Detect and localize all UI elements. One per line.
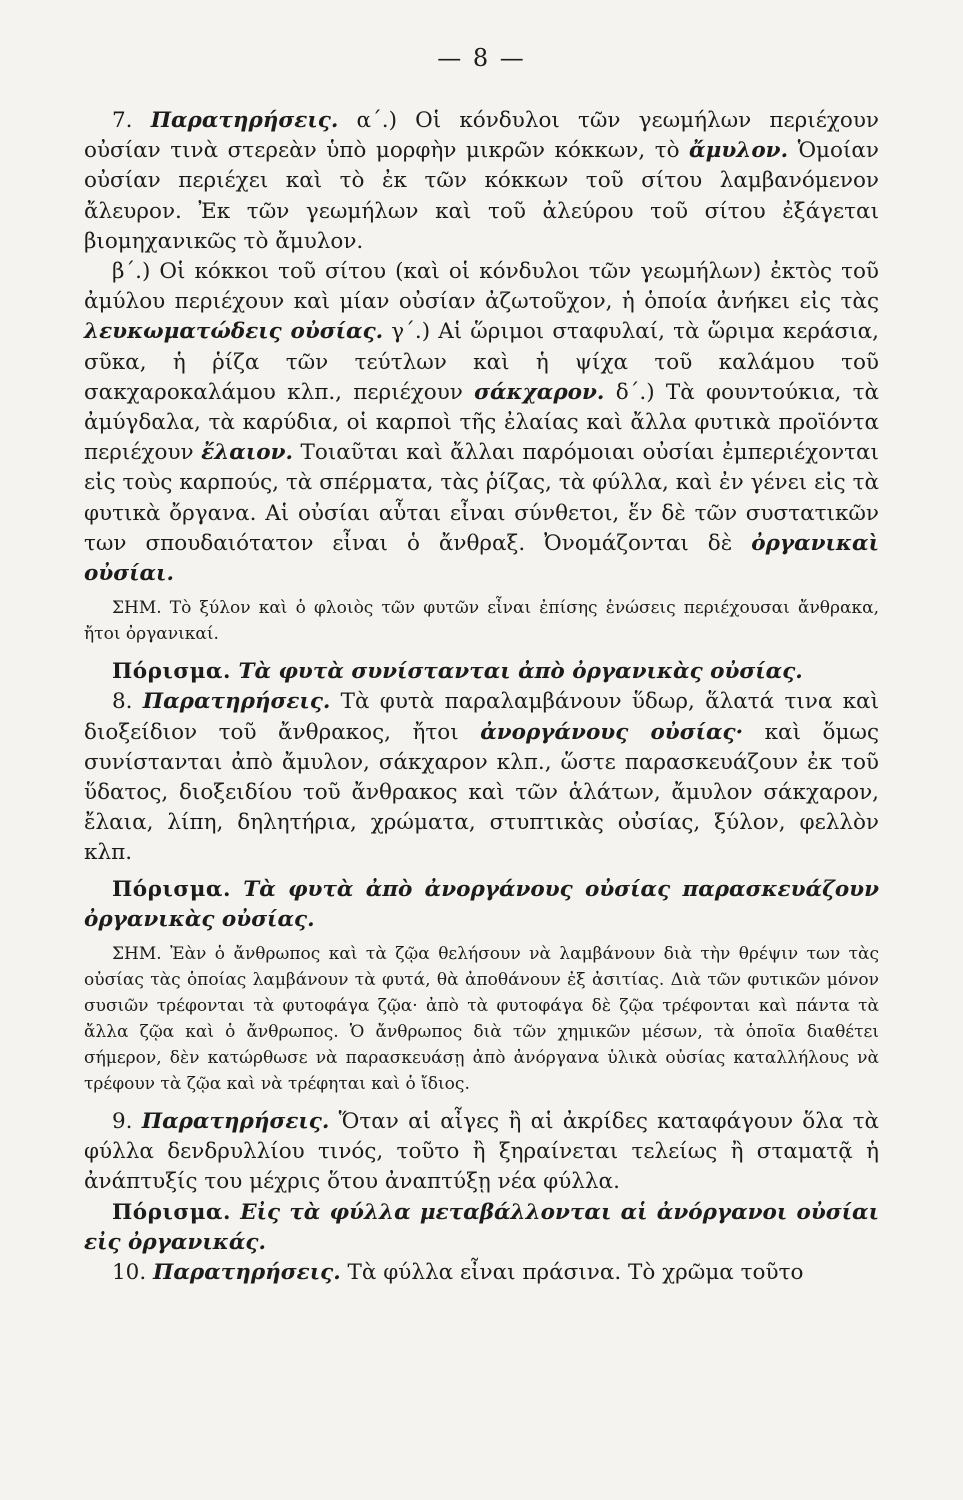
porisma-1	[84, 657, 879, 687]
section-7-paragraph-b	[84, 257, 879, 589]
section-7-text-g: γ΄.) Αἱ ὥριμοι σταφυλαί, τὰ ὥριμα κεράσια, σῦκα, ἡ ῥίζα τῶν τεύτλων καὶ ἡ ψίχα τοῦ καλάμου τοῦ σακχαροκαλάμου κλπ., περιέχουν	[84, 319, 879, 405]
section-7-text-a: α΄.) Οἱ κόνδυλοι τῶν γεωμήλων περιέχουν οὐσίαν τινὰ στερεὰν ὑπὸ μορφὴν μικρῶν κόκκων, τὸ	[84, 108, 879, 164]
section-9-number: 9.	[112, 1109, 133, 1135]
term-amylon: ἄμυλον.	[689, 138, 789, 164]
section-7-number: 7.	[112, 108, 133, 133]
section-9-text: Ὅταν αἱ αἶγες ἢ αἱ ἀκρίδες καταφάγουν ὅλα τὰ φύλλα δενδρυλλίου τινός, τοῦτο ἢ ξηραίνεται τελείως ἢ σταματᾷ ἡ ἀνάπτυξίς του μέχρις ὅτου ἀναπτύξῃ νέα φύλλα.	[84, 1109, 879, 1195]
section-7-text-e: Τοιαῦται καὶ ἄλλαι παρόμοιαι οὐσίαι ἐμπεριέχονται εἰς τοὺς καρπούς, τὰ σπέρματα, τὰς ῥίζας, τὰ φύλλα, καὶ ἐν γένει εἰς τὰ φυτικὰ ὄργανα. Αἱ οὐσίαι αὗται εἶναι σύνθετοι, ἕν δὲ τῶν συστατικῶν των σπουδαιότατον εἶναι ὁ ἄνθραξ. Ὀνομάζονται δὲ	[84, 440, 879, 556]
porisma-3	[84, 1198, 879, 1258]
term-anorganous-ousias: ἀνοργάνους οὐσίας·	[480, 719, 744, 745]
porisma-2	[84, 875, 879, 935]
term-elaion: ἔλαιον.	[201, 440, 293, 466]
porisma-3-text: Εἰς τὰ φύλλα μεταβάλλονται αἱ ἀνόργανοι οὐσίαι εἰς ὀργανικάς.	[84, 1199, 879, 1255]
section-7-text-a2: Ὁμοίαν οὐσίαν περιέχει καὶ τὸ ἐκ τῶν κόκκων τοῦ σίτου λαμβανόμενον ἄλευρον. Ἐκ τῶν γεωμήλων καὶ τοῦ ἀλεύρου τοῦ σίτου ἐξάγεται βιομηχανικῶς τὸ ἄμυλον.	[84, 138, 879, 254]
section-7-label: Παρατηρήσεις.	[150, 108, 339, 133]
note-2: ΣΗΜ. Ἐὰν ὁ ἄνθρωπος καὶ τὰ ζῷα θελήσουν νὰ λαμβάνουν διὰ τὴν θρέψιν των τὰς οὐσίας τὰς ὁποίας λαμβάνουν τὰ φυτά, θὰ ἀποθάνουν ἐξ ἀσιτίας. Διὰ τῶν φυτικῶν μόνον συσιῶν τρέφονται τὰ φυτοφάγα ζῷα· ἀπὸ τὰ φυτοφάγα δὲ ζῷα τρέφονται καὶ πάντα τὰ ἄλλα ζῷα καὶ ὁ ἄνθρωπος. Ὁ ἄνθρωπος διὰ τῶν χημικῶν μέσων, τὰ ὁποῖα διαθέτει σήμερον, δὲν κατώρθωσε νὰ παρασκευάσῃ ἀπὸ ἀνόργανα ὑλικὰ οὐσίας καταλλήλους νὰ τρέφουν τὰ ζῷα καὶ νὰ τρέφηται καὶ ὁ ἴδιος.	[84, 944, 879, 1095]
porisma-1-text: Τὰ φυτὰ συνίστανται ἀπὸ ὀργανικὰς οὐσίας.	[230, 659, 803, 685]
section-8-text-b: καὶ ὅμως συνίστανται ἀπὸ ἄμυλον, σάκχαρον κλπ., ὥστε παρασκευάζουν ἐκ τοῦ ὕδατος, διοξειδίου τοῦ ἄνθρακος καὶ τῶν ἁλάτων, ἄμυλον σάκχαρον, ἔλαια, λίπη, δηλητήρια, χρώματα, στυπτικὰς οὐσίας, ξύλον, φελλὸν κλπ.	[84, 719, 879, 866]
section-10-text: Τὰ φύλλα εἶναι πράσινα. Τὸ χρῶμα τοῦτο	[340, 1260, 804, 1286]
note-1: ΣΗΜ. Τὸ ξύλον καὶ ὁ φλοιὸς τῶν φυτῶν εἶναι ἐπίσης ἑνώσεις περιέχουσαι ἄνθρακα, ἤτοι ὀργανικαί.	[84, 598, 879, 645]
term-organikai-ousiai: ὀργανικαὶ οὐσίαι.	[84, 530, 879, 587]
section-8-number: 8.	[112, 689, 133, 715]
section-8-text-a: Τὰ φυτὰ παραλαμβάνουν ὕδωρ, ἅλατά τινα καὶ διοξείδιον τοῦ ἄνθρακος, ἤτοι	[84, 689, 879, 745]
section-7-text-d: δ΄.) Τὰ φουντούκια, τὰ ἀμύγδαλα, τὰ καρύδια, οἱ καρποὶ τῆς ἐλαίας καὶ ἄλλα φυτικὰ προϊόντα περιέχουν	[84, 379, 879, 466]
section-9-paragraph	[84, 1107, 879, 1198]
porisma-3-label: Πόρισμα.	[112, 1199, 231, 1225]
section-10-label: Παρατηρήσεις.	[153, 1260, 341, 1286]
section-7-text-b: β΄.) Οἱ κόκκοι τοῦ σίτου (καὶ οἱ κόνδυλοι τῶν γεωμήλων) ἐκτὸς τοῦ ἀμύλου περιέχουν καὶ μίαν οὐσίαν ἀζωτοῦχον, ἡ ὁποία ἀνήκει εἰς τὰς	[84, 259, 879, 315]
section-7-paragraph	[84, 106, 879, 257]
section-10-number: 10.	[112, 1260, 147, 1286]
porisma-1-label: Πόρισμα.	[112, 659, 231, 685]
section-8-paragraph	[84, 687, 879, 868]
porisma-2-label: Πόρισμα.	[112, 876, 231, 902]
section-10-paragraph	[84, 1258, 879, 1288]
porisma-2-text: Τὰ φυτὰ ἀπὸ ἀνοργάνους οὐσίας παρασκευάζουν ὀργανικὰς οὐσίας.	[84, 876, 879, 932]
section-8-label: Παρατηρήσεις.	[142, 689, 331, 715]
term-leukomatodeis: λευκωματώδεις οὐσίας.	[84, 319, 384, 345]
term-sakcharon: σάκχαρον.	[474, 379, 605, 405]
section-9-label: Παρατηρήσεις.	[141, 1109, 330, 1135]
page-number: — 8 —	[437, 44, 526, 72]
